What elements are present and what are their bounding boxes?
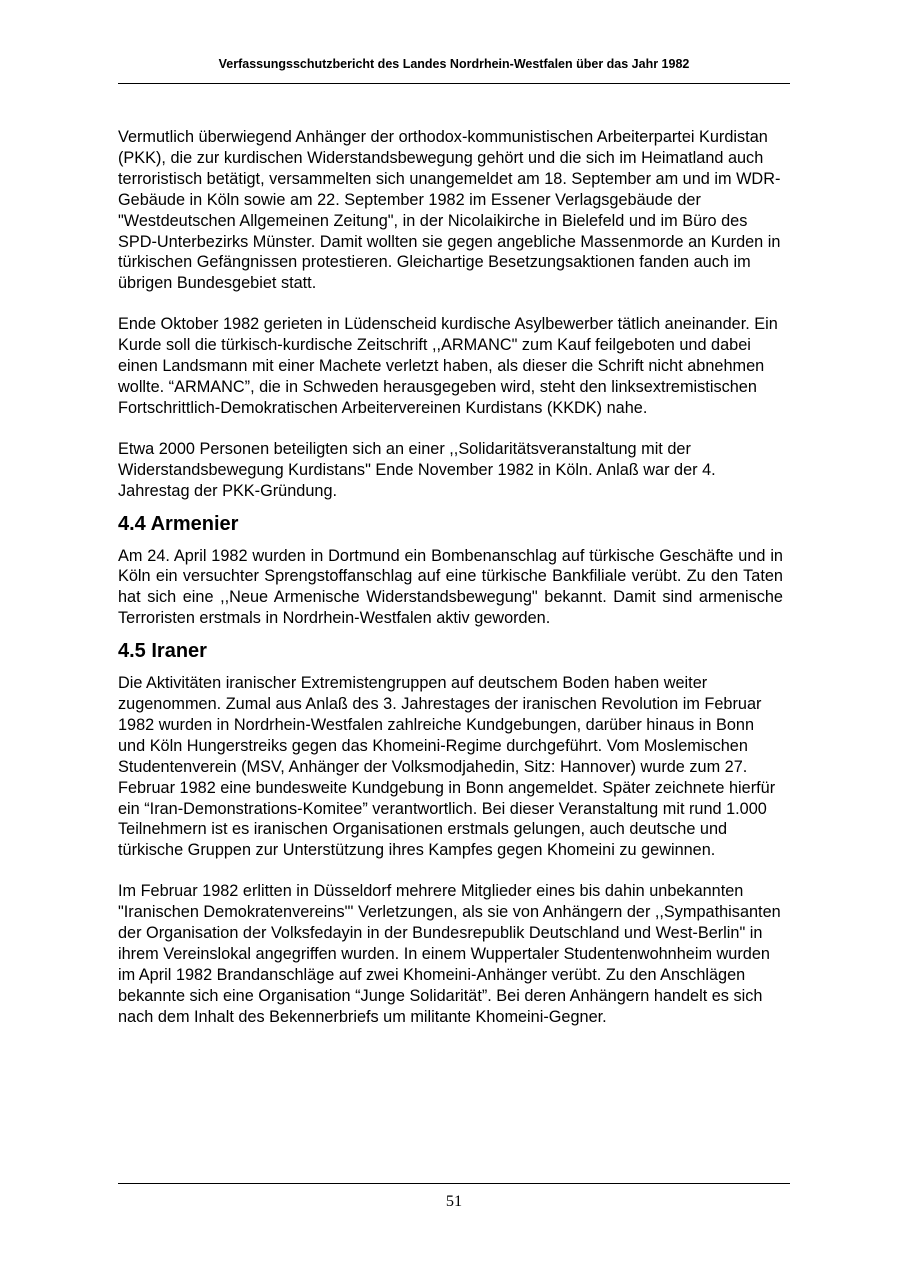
paragraph-pkk-occupations: Vermutlich überwiegend Anhänger der orthodox-kommunistischen Arbeiterpartei Kurdistan (PKK), die zur kurdischen Widerstandsbewegung gehört und die sich im Heimatland auch terroristisch betätigt, versammelten sich unangemeldet am 18. September am und im WDR-Gebäude in Köln sowie am 22. September 1982 im Essener Verlagsgebäude der "Westdeutschen Allgemeinen Zeitung", in der Nicolaikirche in Bielefeld und im Büro des SPD-Unterbezirks Münster. Damit wollten sie gegen angebliche Massenmorde an Kurden in türkischen Gefängnissen protestieren. Gleichartige Besetzungsaktionen fanden auch im übrigen Bundesgebiet statt. (118, 128, 781, 293)
paragraph-iraner-attacks: Im Februar 1982 erlitten in Düsseldorf mehrere Mitglieder eines bis dahin unbekannten "Iranischen Demokratenvereins"' Verletzungen, als sie von Anhängern der ,,Sympathisanten der Organisation der Volksfedayin in der Bundesrepublik Deutschland und West-Berlin" in ihrem Vereinslokal angegriffen wurden. In einem Wuppertaler Studentenwohnheim wurden im April 1982 Brandanschläge auf zwei Khomeini-Anhänger verübt. Zu den Anschlägen bekannte sich eine Organisation “Junge Solidarität”. Bei deren Anhängern handelt es sich nach dem Inhalt des Bekennerbriefs um militante Khomeini-Gegner. (118, 882, 781, 1026)
running-header-title: Verfassungsschutzbericht des Landes Nordrhein-Westfalen über das Jahr 1982 (218, 57, 690, 71)
section-heading-armenier: 4.4 Armenier (118, 512, 239, 535)
paragraph-solidarity-event: Etwa 2000 Personen beteiligten sich an einer ,,Solidaritätsveranstaltung mit der Widerstandsbewegung Kurdistans" Ende November 1982 in Köln. Anlaß war der 4. Jahrestag der PKK-Gründung. (118, 439, 716, 500)
paragraph-armenier: Am 24. April 1982 wurden in Dortmund ein Bombenanschlag auf türkische Geschäfte und in Köln ein versuchter Sprengstoffanschlag auf eine türkische Bankfiliale verübt. Zu den Taten hat sich eine ,,Neue Armenische Widerstandsbewegung" bekannt. Damit sind armenische Terroristen erstmals in Nordrhein-Westfalen aktiv geworden. (118, 546, 783, 628)
page-number: 51 (445, 1191, 463, 1210)
section-heading-iraner: 4.5 Iraner (118, 640, 207, 663)
paragraph-luedenscheid-incident: Ende Oktober 1982 gerieten in Lüdenscheid kurdische Asylbewerber tätlich aneinander. Ein Kurde soll die türkisch-kurdische Zeitschrift ,,ARMANC" zum Kauf feilgeboten und dabei einen Landsmann mit einer Machete verletzt haben, als dieser die Schrift nicht abnehmen wollte. “ARMANC”, die in Schweden herausgegeben wird, steht den linksextremistischen Fortschrittlich-Demokratischen Arbeitervereinen Kurdistans (KKDK) nahe. (118, 315, 778, 417)
header-rule (118, 83, 790, 84)
footer-rule (118, 1183, 790, 1184)
page-body (118, 127, 783, 1048)
paragraph-iraner-activities: Die Aktivitäten iranischer Extremistengruppen auf deutschem Boden haben weiter zugenommen. Zumal aus Anlaß des 3. Jahrestages der iranischen Revolution im Februar 1982 wurden in Nordrhein-Westfalen zahlreiche Kundgebungen, darüber hinaus in Bonn und Köln Hungerstreiks gegen das Khomeini-Regime durchgeführt. Vom Moslemischen Studentenverein (MSV, Anhänger der Volksmodjahedin, Sitz: Hannover) wurde zum 27. Februar 1982 eine bundesweite Kundgebung in Bonn angemeldet. Später zeichnete hierfür ein “Iran-Demonstrations-Komitee” verantwortlich. Bei dieser Veranstaltung mit rund 1.000 Teilnehmern ist es iranischen Organisationen erstmals gelungen, auch deutsche und türkische Gruppen zur Unterstützung ihres Kampfes gegen Khomeini zu gewinnen. (118, 674, 776, 860)
